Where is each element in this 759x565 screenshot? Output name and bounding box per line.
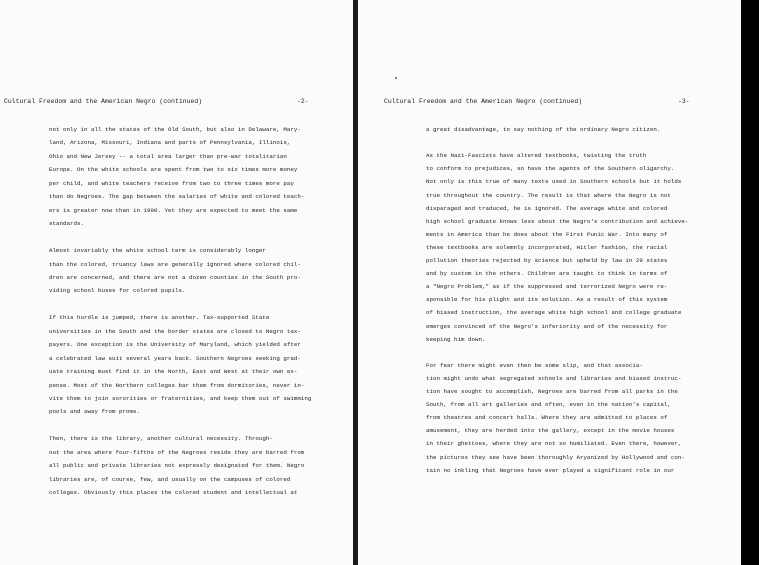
text-line: high school graduate knows less about the Negro's contribution and achieve-: [426, 217, 689, 225]
text-line: tion have sought to accomplish, Negroes are barred from all parks in the: [426, 388, 678, 395]
text-line: tain no inkling that Negroes have ever played a significant role in our: [426, 466, 675, 474]
text-line: land, Arizona, Missouri, Indiana and parts of Pennsylvania, Illinois,: [49, 139, 291, 147]
text-line: keeping him down.: [426, 335, 486, 343]
text-line: sponsible for his plight and its solution. As a result of this system: [426, 296, 668, 304]
text-line: If this hurdle is jumped, there is another. Tax-supported State: [49, 314, 270, 322]
text-line: not only in all the states of the Old South, but also in Delaware, Mary-: [49, 126, 301, 133]
text-line: For fear there might even then be some slip, and that associa-: [426, 361, 643, 369]
text-line: ers is greater now than in 1900. Yet they are expected to meet the same: [49, 206, 298, 214]
left-page-number: -2-: [297, 98, 309, 105]
text-line: per child, and white teachers receive from two to three times more pay: [49, 179, 294, 187]
right-page-header: Cultural Freedom and the American Negro (continued): [384, 98, 583, 105]
text-line: amusement, they are herded into the gallery, except in the movie houses: [426, 427, 675, 435]
left-page-header: Cultural Freedom and the American Negro (continued): [4, 98, 203, 105]
text-line: vite them to join sororities or fraternities, and keep them out of swimming: [49, 395, 312, 402]
text-line: tion might undo what segregated schools and libraries and biased instruc-: [426, 374, 682, 382]
text-line: Then, there is the library, another cultural necessity. Through-: [49, 435, 273, 443]
text-line: from theatres and concert halls. Where they are admitted to places of: [426, 414, 668, 422]
text-line: pollution theories rejected by science but upheld by law in 29 states: [426, 257, 668, 264]
text-line: Ohio and New Jersey -- a total area larger than pre-war totalitarian: [49, 152, 287, 160]
text-line: libraries are, of course, few, and usually on the campuses of colored: [49, 475, 291, 483]
text-line: out the area where four-fifths of the Negroes reside they are barred from: [49, 448, 305, 456]
text-line: disparaged and traduced, he is ignored. The average white and colored: [426, 204, 668, 212]
text-line: all public and private libraries not expressly designated for them. Negro: [49, 462, 305, 470]
text-line: payers. One exception is the University of Maryland, which yielded after: [49, 341, 301, 349]
text-line: in their ghettoes, where they are not so humiliated. Even there, however,: [426, 440, 682, 448]
text-line: than the colored, truancy laws are generally ignored where colored chil-: [49, 260, 301, 268]
text-line: dren are concerned, and there are not a dozen counties in the South pro-: [49, 273, 301, 281]
text-line: of biased instruction, the average white high school and college graduate: [426, 309, 682, 317]
scan-speck: [395, 77, 397, 79]
text-line: emerges convinced of the Negro's inferiority and of the necessity for: [426, 322, 668, 330]
right-page-number: -3-: [678, 98, 690, 105]
text-line: Europe. On the white schools are spent from two to six times more money: [49, 166, 298, 174]
text-line: a great disadvantage, to say nothing of the ordinary Negro citizen.: [426, 126, 661, 133]
text-line: to conform to prejudices, so have the agents of the Southern oligarchy.: [426, 165, 675, 173]
text-line: a "Negro Problem," as if the suppressed and terrorized Negro were re-: [426, 283, 668, 291]
right-page: [358, 0, 741, 565]
text-line: As the Nazi-Fascists have altered textbooks, twisting the truth: [426, 152, 647, 160]
text-line: universities in the South and the border states are closed to Negro tax-: [49, 327, 301, 335]
scan-border: [741, 0, 759, 565]
text-line: pools and away from proms.: [49, 408, 140, 416]
text-line: Not only is this true of many texts used in Southern schools but it holds: [426, 178, 682, 186]
text-line: Almost invariably the white school term is considerably longer: [49, 247, 266, 255]
text-line: South, from all art galleries and often, even in the nation's capital,: [426, 401, 671, 409]
text-line: than do Negroes. The gap between the salaries of white and colored teach-: [49, 193, 305, 201]
text-line: pense. Most of the Northern colleges bar them from dormitories, never in-: [49, 381, 305, 389]
text-line: the pictures they see have been thoroughly Aryanized by Hollywood and con-: [426, 453, 685, 461]
text-line: true throughout the country. The result is that where the Negro is not: [426, 191, 671, 199]
text-line: colleges. Obviously this places the colored student and intellectual at: [49, 489, 298, 497]
text-line: a celebrated law suit several years back. Southern Negroes seeking grad-: [49, 354, 301, 362]
text-line: ments in America than he does about the First Punic War. Into many of: [426, 230, 668, 238]
text-line: viding school buses for colored pupils.: [49, 287, 186, 295]
left-page: [0, 0, 353, 565]
text-line: uate training must find it in the North, East and West at their own ex-: [49, 368, 298, 376]
text-line: and by custom in the others. Children are taught to think in terms of: [426, 270, 668, 278]
text-line: standards.: [49, 220, 84, 228]
text-line: these textbooks are solemnly incorporated, Hitler fashion, the racial: [426, 243, 668, 251]
